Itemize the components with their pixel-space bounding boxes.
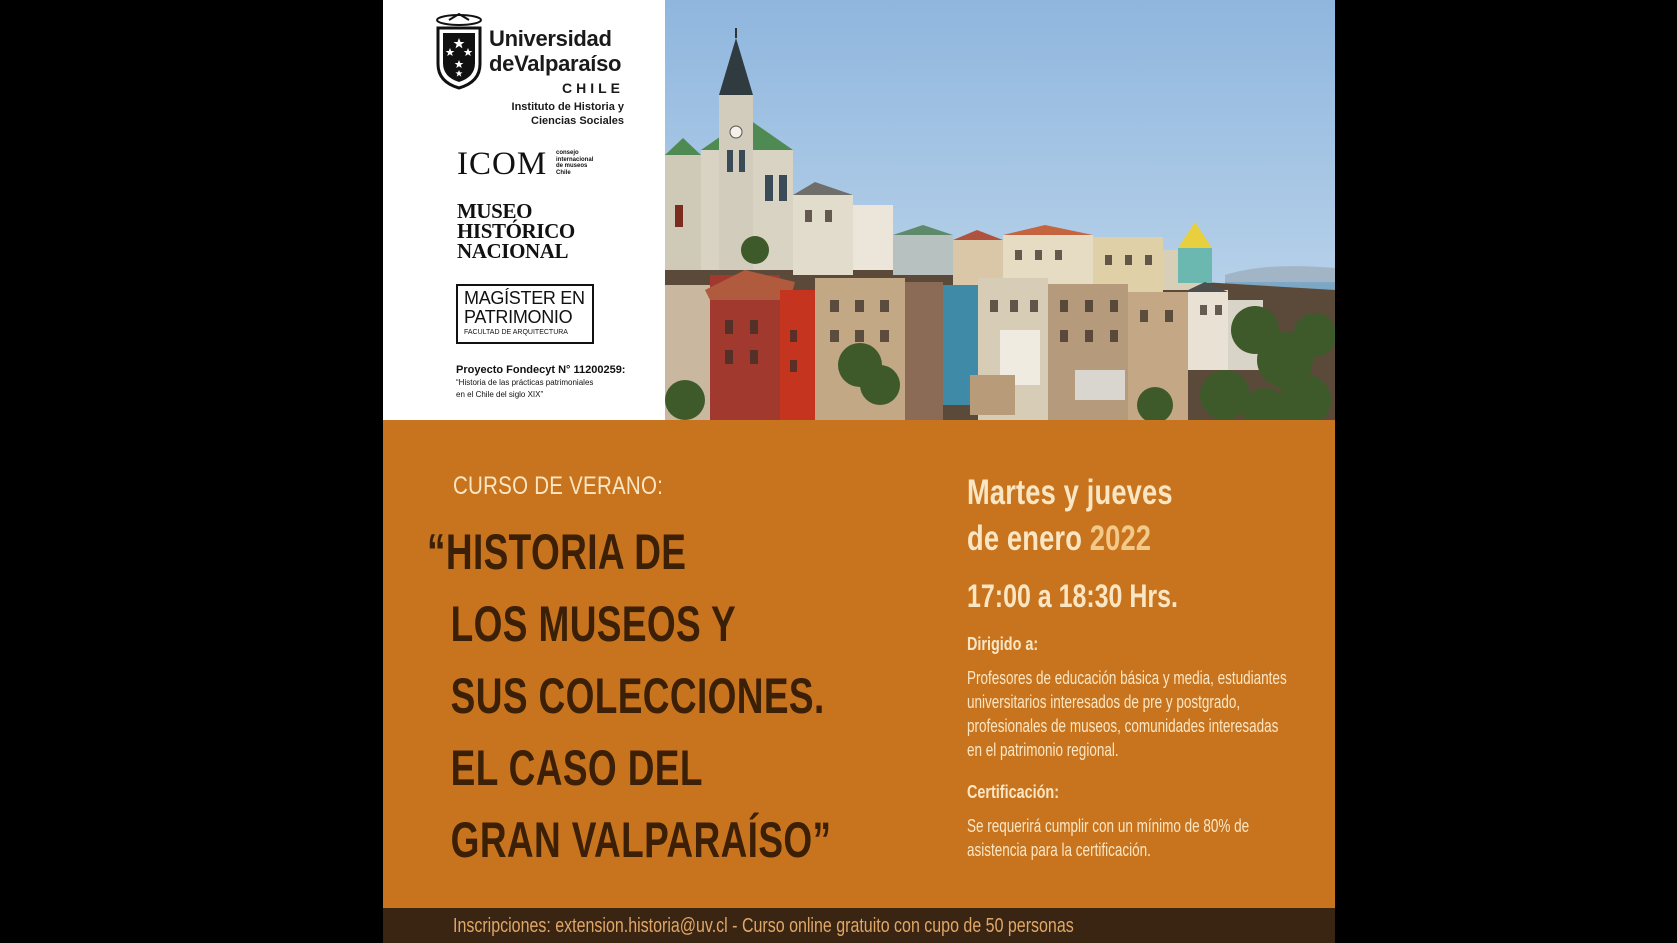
icom-sub-line4: Chile — [556, 169, 571, 176]
audience-heading: Dirigido a: — [967, 634, 1039, 654]
icom-sub-line1: consejo — [556, 150, 579, 156]
audience-text: Profesores de educación básica y media, estudiantes universitarios interesados de pre y postgrado, profesionales de museos, comunidades interesadas en el patrimonio regional. — [967, 668, 1287, 760]
schedule-days-line1: Martes y jueves — [967, 473, 1173, 512]
museo-historico-nacional-logo — [457, 201, 575, 261]
project-note — [456, 363, 656, 401]
university-name-line2: deValparaíso — [489, 51, 622, 76]
icom-subtitle — [556, 150, 593, 176]
university-country: CHILE — [562, 80, 624, 96]
certification-text: Se requerirá cumplir con un mínimo de 80% de asistencia para la certificación. — [967, 816, 1250, 860]
registration-info: Inscripciones: extension.historia@uv.cl - Curso online gratuito con cupo de 50 personas — [453, 915, 1074, 937]
certification-heading: Certificación: — [967, 782, 1060, 802]
project-subtitle — [456, 377, 656, 401]
schedule-time: 17:00 a 18:30 Hrs. — [967, 578, 1178, 614]
institute-name — [512, 100, 624, 128]
project-title: Proyecto Fondecyt N° 11200259: — [456, 364, 626, 376]
institute-line1: Instituto de Historia y — [511, 101, 624, 113]
magister-patrimonio-logo — [456, 284, 594, 344]
project-subtitle-line1: “Historia de las prácticas patrimoniales — [456, 378, 594, 387]
course-title-line: GRAN VALPARAÍSO” — [450, 812, 832, 868]
schedule-days-line2 — [967, 516, 1295, 562]
course-title-line: “HISTORIA DE — [427, 524, 687, 580]
course-title-line: SUS COLECCIONES. — [450, 668, 825, 724]
icom-sub-line3: de museos — [556, 163, 588, 169]
schedule-year: 2022 — [1089, 519, 1152, 558]
institute-line2: Ciencias Sociales — [531, 115, 624, 127]
magister-line1: MAGÍSTER EN — [464, 288, 585, 308]
shield-icon — [434, 12, 484, 90]
icom-sub-line2: internacional — [556, 156, 594, 163]
footer-bar — [383, 908, 1335, 943]
valparaiso-city-photo — [665, 0, 1335, 420]
logo-panel — [383, 0, 665, 420]
icom-logo — [457, 146, 597, 182]
icom-word: ICOM — [457, 146, 548, 182]
magister-line3: FACULTAD DE ARQUITECTURA — [464, 329, 568, 336]
university-name-line1: Universidad — [489, 26, 612, 51]
schedule-days — [967, 470, 1295, 562]
schedule-month: de enero — [967, 519, 1083, 558]
course-title — [427, 516, 831, 876]
museo-line2: HISTÓRICO — [457, 219, 575, 243]
museo-line3: NACIONAL — [457, 239, 569, 263]
course-title-line: LOS MUSEOS Y — [450, 596, 737, 652]
course-details — [967, 470, 1327, 860]
course-poster — [383, 0, 1335, 943]
project-subtitle-line2: en el Chile del siglo XIX” — [456, 390, 544, 399]
museo-line1: MUSEO — [457, 199, 533, 223]
universidad-valparaiso-logo — [434, 12, 624, 132]
course-label: CURSO DE VERANO: — [453, 472, 664, 500]
magister-line2: PATRIMONIO — [464, 307, 573, 327]
university-name — [489, 26, 621, 76]
course-title-line: EL CASO DEL — [450, 740, 703, 796]
